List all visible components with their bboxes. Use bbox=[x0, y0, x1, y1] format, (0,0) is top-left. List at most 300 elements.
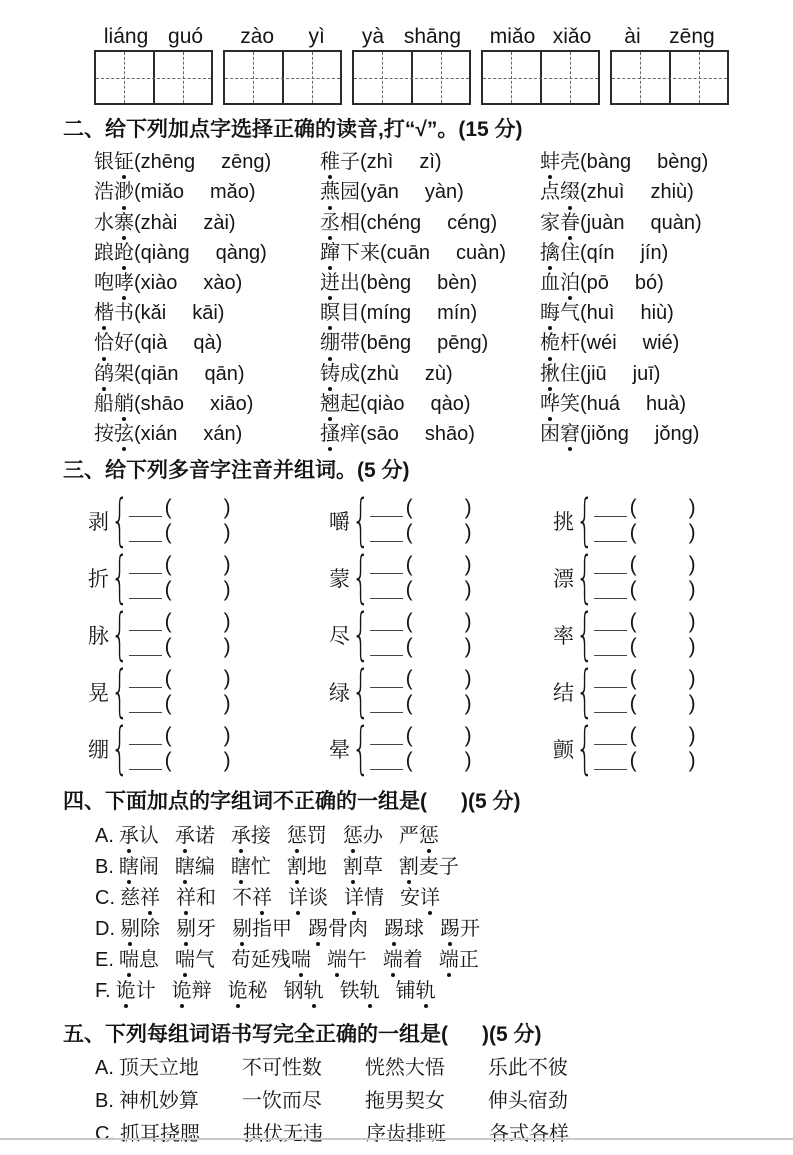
pinyin-option[interactable]: quàn) bbox=[650, 211, 702, 234]
dotted-word bbox=[288, 887, 328, 909]
hanzi-char: 哮 bbox=[114, 272, 134, 295]
pinyin-blank[interactable] bbox=[594, 582, 627, 599]
pinyin-option[interactable]: (qià bbox=[134, 332, 168, 355]
pinyin-options bbox=[134, 212, 236, 234]
pinyin-option[interactable]: (qiàng bbox=[134, 241, 190, 264]
pinyin-blank[interactable] bbox=[129, 671, 162, 688]
pinyin-blank[interactable] bbox=[370, 614, 403, 631]
polyphone-item bbox=[329, 487, 553, 553]
pinyin-option[interactable]: xiāo) bbox=[210, 392, 254, 415]
writing-cell[interactable] bbox=[225, 52, 282, 103]
hanzi-char: 楷 bbox=[94, 302, 114, 325]
writing-cell[interactable] bbox=[411, 52, 470, 103]
hanzi-char: 铺 bbox=[395, 979, 416, 1002]
hanzi-char: 编 bbox=[194, 855, 215, 878]
paren-close: ) bbox=[223, 521, 231, 545]
writing-cell[interactable] bbox=[153, 52, 212, 103]
polyphone-item bbox=[553, 544, 793, 610]
dotted-word bbox=[175, 949, 215, 971]
paren-open: ( bbox=[629, 692, 637, 716]
pinyin-option[interactable]: (kǎi bbox=[134, 302, 167, 325]
option-row[interactable] bbox=[95, 886, 793, 917]
hanzi-char: 目 bbox=[340, 302, 360, 325]
dotted-word bbox=[540, 332, 580, 354]
pinyin-option[interactable]: (míng bbox=[360, 302, 412, 325]
pinyin-blank[interactable] bbox=[370, 696, 403, 713]
pronunciation-choice-item bbox=[540, 332, 793, 355]
pinyin-options bbox=[134, 423, 242, 445]
pinyin-blank[interactable] bbox=[594, 614, 627, 631]
pinyin-option[interactable]: (bàng bbox=[580, 151, 632, 174]
pinyin-option[interactable]: (qiào bbox=[360, 392, 405, 415]
hanzi-char: 严 bbox=[398, 824, 419, 847]
hanzi-char: 诡 bbox=[115, 979, 136, 1002]
hanzi-char: 艄 bbox=[114, 392, 134, 415]
option-row[interactable] bbox=[95, 948, 793, 979]
pinyin-option[interactable]: (zhēng bbox=[134, 151, 196, 174]
paren-open: ( bbox=[405, 692, 413, 716]
pinyin-blank[interactable] bbox=[370, 671, 403, 688]
pinyin-option[interactable]: jín) bbox=[640, 241, 669, 264]
pinyin-options bbox=[580, 332, 679, 354]
option-row[interactable] bbox=[95, 1056, 793, 1089]
pinyin-option[interactable]: xào) bbox=[203, 272, 243, 295]
pronunciation-choice-item bbox=[94, 302, 320, 325]
pinyin-blank[interactable] bbox=[594, 500, 627, 517]
hanzi-char: 除 bbox=[140, 917, 160, 940]
pinyin-option[interactable]: (jiǒng bbox=[580, 422, 629, 445]
pinyin-blank[interactable] bbox=[594, 525, 627, 542]
pinyin-writing-section bbox=[94, 26, 729, 105]
dotted-word bbox=[384, 918, 424, 940]
hanzi-char: 按 bbox=[94, 422, 114, 445]
paren-open: ( bbox=[164, 724, 172, 748]
answer-line bbox=[594, 496, 696, 521]
paren-close: ) bbox=[464, 553, 472, 577]
pinyin-option[interactable]: (zhù bbox=[360, 362, 399, 385]
pinyin-option[interactable]: bèng) bbox=[657, 151, 709, 174]
pinyin-blank[interactable] bbox=[129, 753, 162, 770]
pinyin-option[interactable]: qào) bbox=[430, 392, 471, 415]
hanzi-char: 秘 bbox=[247, 979, 268, 1002]
paren-open: ( bbox=[405, 496, 413, 520]
pinyin-syllable: yà bbox=[361, 25, 385, 48]
pinyin-blank[interactable] bbox=[129, 639, 162, 656]
answer-lines bbox=[370, 667, 472, 717]
hanzi-char: 迸 bbox=[320, 272, 340, 295]
hanzi-char: 午 bbox=[346, 948, 367, 971]
dotted-word bbox=[232, 887, 272, 909]
paren-open: ( bbox=[629, 610, 637, 634]
polyphone-item bbox=[88, 487, 329, 553]
dotted-word bbox=[116, 980, 156, 1002]
polyphone-item bbox=[88, 601, 329, 667]
pronunciation-choice-item bbox=[320, 423, 540, 446]
dotted-word bbox=[540, 151, 580, 173]
dotted-word bbox=[540, 393, 580, 415]
pinyin-options bbox=[134, 272, 242, 294]
hanzi-char: 祥 bbox=[176, 886, 196, 909]
hanzi-char: 书 bbox=[114, 302, 134, 325]
dotted-word bbox=[172, 980, 212, 1002]
hanzi-char: 祥 bbox=[252, 886, 272, 909]
paren-close: ) bbox=[223, 724, 231, 748]
pinyin-option[interactable]: (qiān bbox=[134, 362, 179, 385]
pinyin-blank[interactable] bbox=[129, 557, 162, 574]
polyphone-item bbox=[329, 601, 553, 667]
pinyin-option[interactable]: (shāo bbox=[134, 392, 185, 415]
polyphone-character: 折 bbox=[88, 567, 109, 591]
paren-close: ) bbox=[688, 521, 696, 545]
brace-glyph: { bbox=[575, 544, 594, 610]
option-row[interactable] bbox=[95, 917, 793, 948]
dotted-word bbox=[94, 302, 134, 324]
answer-line bbox=[129, 496, 231, 521]
pinyin-label bbox=[352, 26, 471, 48]
idiom-word: 序齿排班 bbox=[366, 1122, 446, 1145]
pinyin-option[interactable]: mín) bbox=[437, 302, 478, 325]
hanzi-char: 好 bbox=[114, 332, 134, 355]
pinyin-blank[interactable] bbox=[370, 582, 403, 599]
paren-open: ( bbox=[164, 553, 172, 577]
pinyin-blank[interactable] bbox=[594, 671, 627, 688]
writing-grid-box bbox=[223, 50, 342, 105]
paren-open: ( bbox=[405, 749, 413, 773]
answer-lines bbox=[370, 553, 472, 603]
pinyin-blank[interactable] bbox=[129, 525, 162, 542]
dotted-word bbox=[120, 887, 160, 909]
writing-cell[interactable] bbox=[483, 52, 540, 103]
pinyin-blank[interactable] bbox=[370, 728, 403, 745]
polyphone-item bbox=[553, 487, 793, 553]
pinyin-option[interactable]: (sāo bbox=[360, 422, 399, 445]
pinyin-syllable: liáng bbox=[103, 25, 149, 48]
idiom-word: 一饮而尽 bbox=[241, 1089, 322, 1112]
paren-close: ) bbox=[688, 553, 696, 577]
pinyin-option[interactable]: qàng) bbox=[215, 241, 267, 264]
hanzi-char: 浩 bbox=[94, 181, 114, 204]
pinyin-option[interactable]: pēng) bbox=[437, 332, 489, 355]
option-row[interactable] bbox=[95, 979, 793, 1010]
brace-glyph: { bbox=[110, 715, 129, 781]
option-label: B. bbox=[95, 855, 114, 878]
paren-close: ) bbox=[464, 667, 472, 691]
pinyin-option[interactable]: xán) bbox=[203, 422, 243, 445]
option-label: B. bbox=[95, 1089, 114, 1112]
hanzi-char: 困 bbox=[540, 422, 560, 445]
pronunciation-choice-item bbox=[94, 332, 320, 355]
pinyin-option[interactable]: (bēng bbox=[360, 332, 412, 355]
hanzi-char: 正 bbox=[458, 948, 479, 971]
hanzi-char: 鹐 bbox=[94, 362, 114, 385]
answer-line bbox=[594, 610, 696, 635]
pinyin-option[interactable]: (pō bbox=[580, 272, 609, 295]
pinyin-option[interactable]: zēng) bbox=[221, 151, 272, 174]
pinyin-option[interactable]: bó) bbox=[634, 272, 664, 295]
pinyin-option[interactable]: bèn) bbox=[437, 272, 478, 295]
pinyin-label bbox=[223, 26, 342, 48]
answer-line bbox=[594, 553, 696, 578]
hanzi-char: 瞑 bbox=[320, 302, 340, 325]
hanzi-char: 气 bbox=[194, 948, 215, 971]
brace-glyph: { bbox=[575, 715, 594, 781]
option-row[interactable] bbox=[95, 855, 793, 886]
hanzi-char: 息 bbox=[138, 948, 159, 971]
option-label: A. bbox=[95, 1056, 114, 1079]
hanzi-char: 诡 bbox=[171, 979, 192, 1002]
dotted-word bbox=[344, 887, 384, 909]
dotted-word bbox=[343, 825, 383, 847]
pinyin-option[interactable]: zhiù) bbox=[650, 181, 694, 204]
pinyin-option[interactable]: (xiào bbox=[134, 272, 178, 295]
pinyin-option[interactable]: qà) bbox=[193, 332, 223, 355]
brace-glyph: { bbox=[351, 487, 370, 553]
pinyin-options bbox=[134, 393, 253, 415]
hanzi-char: 地 bbox=[306, 855, 327, 878]
pinyin-option[interactable]: shāo) bbox=[424, 422, 475, 445]
hanzi-char: 闹 bbox=[138, 855, 159, 878]
dotted-word bbox=[119, 825, 159, 847]
dotted-word bbox=[540, 272, 580, 294]
hanzi-char: 晦 bbox=[540, 302, 560, 325]
paren-close: ) bbox=[223, 578, 231, 602]
paren-close: ) bbox=[688, 635, 696, 659]
pinyin-option[interactable]: zài) bbox=[203, 211, 236, 234]
hanzi-char: 血 bbox=[540, 272, 560, 295]
pinyin-options bbox=[134, 302, 224, 324]
pinyin-blank[interactable] bbox=[594, 557, 627, 574]
dotted-word bbox=[176, 887, 216, 909]
answer-lines bbox=[129, 553, 231, 603]
brace-glyph: { bbox=[110, 487, 129, 553]
dotted-word bbox=[175, 856, 215, 878]
hanzi-char: 蚌 bbox=[540, 151, 560, 174]
pinyin-option[interactable]: kāi) bbox=[192, 302, 225, 325]
pinyin-option[interactable]: qān) bbox=[204, 362, 245, 385]
answer-line bbox=[129, 667, 231, 692]
paren-close: ) bbox=[223, 610, 231, 634]
hanzi-char: 和 bbox=[196, 886, 216, 909]
paren-open: ( bbox=[629, 553, 637, 577]
hanzi-char: 踢 bbox=[384, 917, 404, 940]
hanzi-char: 喘 bbox=[174, 948, 195, 971]
answer-line bbox=[370, 553, 472, 578]
paren-close: ) bbox=[464, 578, 472, 602]
hanzi-char: 端 bbox=[438, 948, 459, 971]
pinyin-blank[interactable] bbox=[594, 696, 627, 713]
writing-cell[interactable] bbox=[669, 52, 728, 103]
hanzi-char: 剔 bbox=[232, 917, 252, 940]
pinyin-option[interactable]: (yān bbox=[360, 181, 399, 204]
hanzi-char: 弦 bbox=[114, 422, 134, 445]
pinyin-syllable: shāng bbox=[403, 25, 462, 48]
hanzi-char: 燕 bbox=[320, 181, 340, 204]
option-row[interactable] bbox=[95, 1089, 793, 1122]
hanzi-char: 搔 bbox=[320, 422, 340, 445]
hanzi-char: 轨 bbox=[303, 979, 324, 1002]
hanzi-char: 详 bbox=[288, 886, 308, 909]
dotted-word bbox=[320, 242, 380, 264]
pinyin-option[interactable]: (zhì bbox=[360, 151, 394, 174]
section4-heading-prefix: 四、下面加点的字组词不正确的一组是( bbox=[63, 790, 427, 814]
pinyin-option[interactable]: juī) bbox=[632, 362, 661, 385]
pinyin-blank[interactable] bbox=[370, 525, 403, 542]
pinyin-option[interactable]: cuàn) bbox=[456, 241, 507, 264]
writing-box-group bbox=[94, 26, 213, 105]
pinyin-label bbox=[610, 26, 729, 48]
pronunciation-choice-item bbox=[320, 212, 540, 235]
pinyin-option[interactable]: (qín bbox=[580, 241, 615, 264]
polyphone-character: 嚼 bbox=[329, 510, 350, 534]
answer-line bbox=[370, 692, 472, 717]
pinyin-option[interactable]: jǒng) bbox=[654, 422, 700, 445]
hanzi-char: 子 bbox=[438, 855, 459, 878]
pinyin-option[interactable]: (jiū bbox=[580, 362, 607, 385]
pronunciation-choice-item bbox=[94, 212, 320, 235]
pinyin-option[interactable]: mǎo) bbox=[210, 181, 256, 204]
paren-open: ( bbox=[629, 635, 637, 659]
pinyin-blank[interactable] bbox=[594, 728, 627, 745]
answer-line bbox=[370, 521, 472, 546]
pinyin-option[interactable]: (chéng bbox=[360, 211, 422, 234]
paren-close: ) bbox=[688, 496, 696, 520]
writing-cell[interactable] bbox=[540, 52, 599, 103]
hanzi-char: 恰 bbox=[94, 332, 114, 355]
answer-line bbox=[594, 635, 696, 660]
pinyin-option[interactable]: (huì bbox=[580, 302, 615, 325]
dotted-word bbox=[540, 423, 580, 445]
writing-box-group bbox=[481, 26, 600, 105]
pronunciation-choice-item bbox=[540, 212, 793, 235]
hanzi-char: 苟 bbox=[230, 948, 251, 971]
dotted-word bbox=[287, 825, 327, 847]
polyphone-character: 结 bbox=[553, 681, 574, 705]
pinyin-blank[interactable] bbox=[129, 696, 162, 713]
pinyin-options bbox=[580, 151, 708, 173]
hanzi-char: 钲 bbox=[114, 151, 134, 174]
dotted-word bbox=[540, 363, 580, 385]
hanzi-char: 踉 bbox=[94, 241, 114, 264]
answer-line bbox=[129, 521, 231, 546]
pinyin-blank[interactable] bbox=[129, 728, 162, 745]
paren-open: ( bbox=[405, 635, 413, 659]
idiom-word: 不可性数 bbox=[241, 1056, 322, 1079]
dotted-word bbox=[400, 887, 440, 909]
pinyin-blank[interactable] bbox=[129, 582, 162, 599]
pinyin-option[interactable]: hiù) bbox=[640, 302, 674, 325]
writing-cell[interactable] bbox=[282, 52, 341, 103]
pinyin-options bbox=[134, 332, 222, 354]
pinyin-blank[interactable] bbox=[594, 639, 627, 656]
idiom-word: 拖男契女 bbox=[364, 1089, 445, 1112]
paren-close: ) bbox=[464, 724, 472, 748]
hanzi-char: 船 bbox=[94, 392, 114, 415]
dotted-word bbox=[320, 332, 360, 354]
pinyin-option[interactable]: (huá bbox=[580, 392, 621, 415]
paren-open: ( bbox=[405, 553, 413, 577]
hanzi-char: 承 bbox=[118, 824, 139, 847]
answer-lines bbox=[594, 610, 696, 660]
writing-cell[interactable] bbox=[612, 52, 669, 103]
pinyin-option[interactable]: (zhuì bbox=[580, 181, 625, 204]
hanzi-char: 安 bbox=[400, 886, 420, 909]
option-row[interactable] bbox=[95, 824, 793, 855]
pinyin-option[interactable]: (zhài bbox=[134, 211, 178, 234]
section4-options bbox=[0, 824, 793, 1010]
paren-open: ( bbox=[629, 521, 637, 545]
paren-open: ( bbox=[629, 749, 637, 773]
pinyin-option[interactable]: (xián bbox=[134, 422, 178, 445]
paren-close: ) bbox=[464, 496, 472, 520]
pinyin-option[interactable]: huà) bbox=[646, 392, 687, 415]
pinyin-blank[interactable] bbox=[370, 639, 403, 656]
pinyin-blank[interactable] bbox=[370, 500, 403, 517]
pinyin-option[interactable]: wié) bbox=[642, 332, 680, 355]
pinyin-blank[interactable] bbox=[370, 753, 403, 770]
pinyin-option[interactable]: (juàn bbox=[580, 211, 625, 234]
pinyin-option[interactable]: céng) bbox=[447, 211, 498, 234]
writing-cell[interactable] bbox=[354, 52, 411, 103]
pinyin-options bbox=[360, 363, 453, 385]
answer-lines bbox=[594, 553, 696, 603]
pronunciation-choice-grid bbox=[94, 151, 793, 446]
pinyin-blank[interactable] bbox=[129, 614, 162, 631]
pinyin-options bbox=[580, 393, 686, 415]
paren-open: ( bbox=[629, 724, 637, 748]
pinyin-option[interactable]: (wéi bbox=[580, 332, 617, 355]
paren-open: ( bbox=[405, 610, 413, 634]
idiom-word: 抓耳挠腮 bbox=[120, 1122, 200, 1145]
hanzi-char: 罚 bbox=[306, 824, 327, 847]
dotted-word bbox=[340, 980, 380, 1002]
pinyin-option[interactable]: (miǎo bbox=[134, 181, 185, 204]
pinyin-options bbox=[380, 242, 506, 264]
pinyin-option[interactable]: (bèng bbox=[360, 272, 412, 295]
hanzi-char: 轨 bbox=[359, 979, 380, 1002]
hanzi-char: 水 bbox=[94, 211, 114, 234]
hanzi-char: 丞 bbox=[320, 211, 340, 234]
hanzi-char: 踢 bbox=[308, 917, 328, 940]
hanzi-char: 带 bbox=[340, 332, 360, 355]
pinyin-option[interactable]: (cuān bbox=[380, 241, 431, 264]
pinyin-blank[interactable] bbox=[594, 753, 627, 770]
paren-close: ) bbox=[688, 578, 696, 602]
paren-open: ( bbox=[164, 667, 172, 691]
pinyin-option[interactable]: zì) bbox=[419, 151, 442, 174]
pinyin-options bbox=[360, 272, 477, 294]
hanzi-char: 哗 bbox=[540, 392, 560, 415]
dotted-word bbox=[94, 363, 134, 385]
section3-heading: 三、给下列多音字注音并组词。(5 分) bbox=[63, 459, 410, 483]
writing-cell[interactable] bbox=[96, 52, 153, 103]
pinyin-blank[interactable] bbox=[370, 557, 403, 574]
answer-line bbox=[594, 724, 696, 749]
pinyin-option[interactable]: yàn) bbox=[424, 181, 464, 204]
pronunciation-choice-item bbox=[320, 242, 540, 265]
polyphone-item bbox=[88, 544, 329, 610]
brace-glyph: { bbox=[351, 658, 370, 724]
pinyin-options bbox=[134, 242, 267, 264]
pinyin-blank[interactable] bbox=[129, 500, 162, 517]
pinyin-option[interactable]: zù) bbox=[424, 362, 453, 385]
dotted-word bbox=[399, 825, 439, 847]
pinyin-syllable: yì bbox=[308, 25, 325, 48]
paren-open: ( bbox=[405, 521, 413, 545]
dotted-word bbox=[540, 212, 580, 234]
pronunciation-choice-item bbox=[94, 181, 320, 204]
paren-open: ( bbox=[629, 667, 637, 691]
hanzi-char: 割 bbox=[342, 855, 363, 878]
